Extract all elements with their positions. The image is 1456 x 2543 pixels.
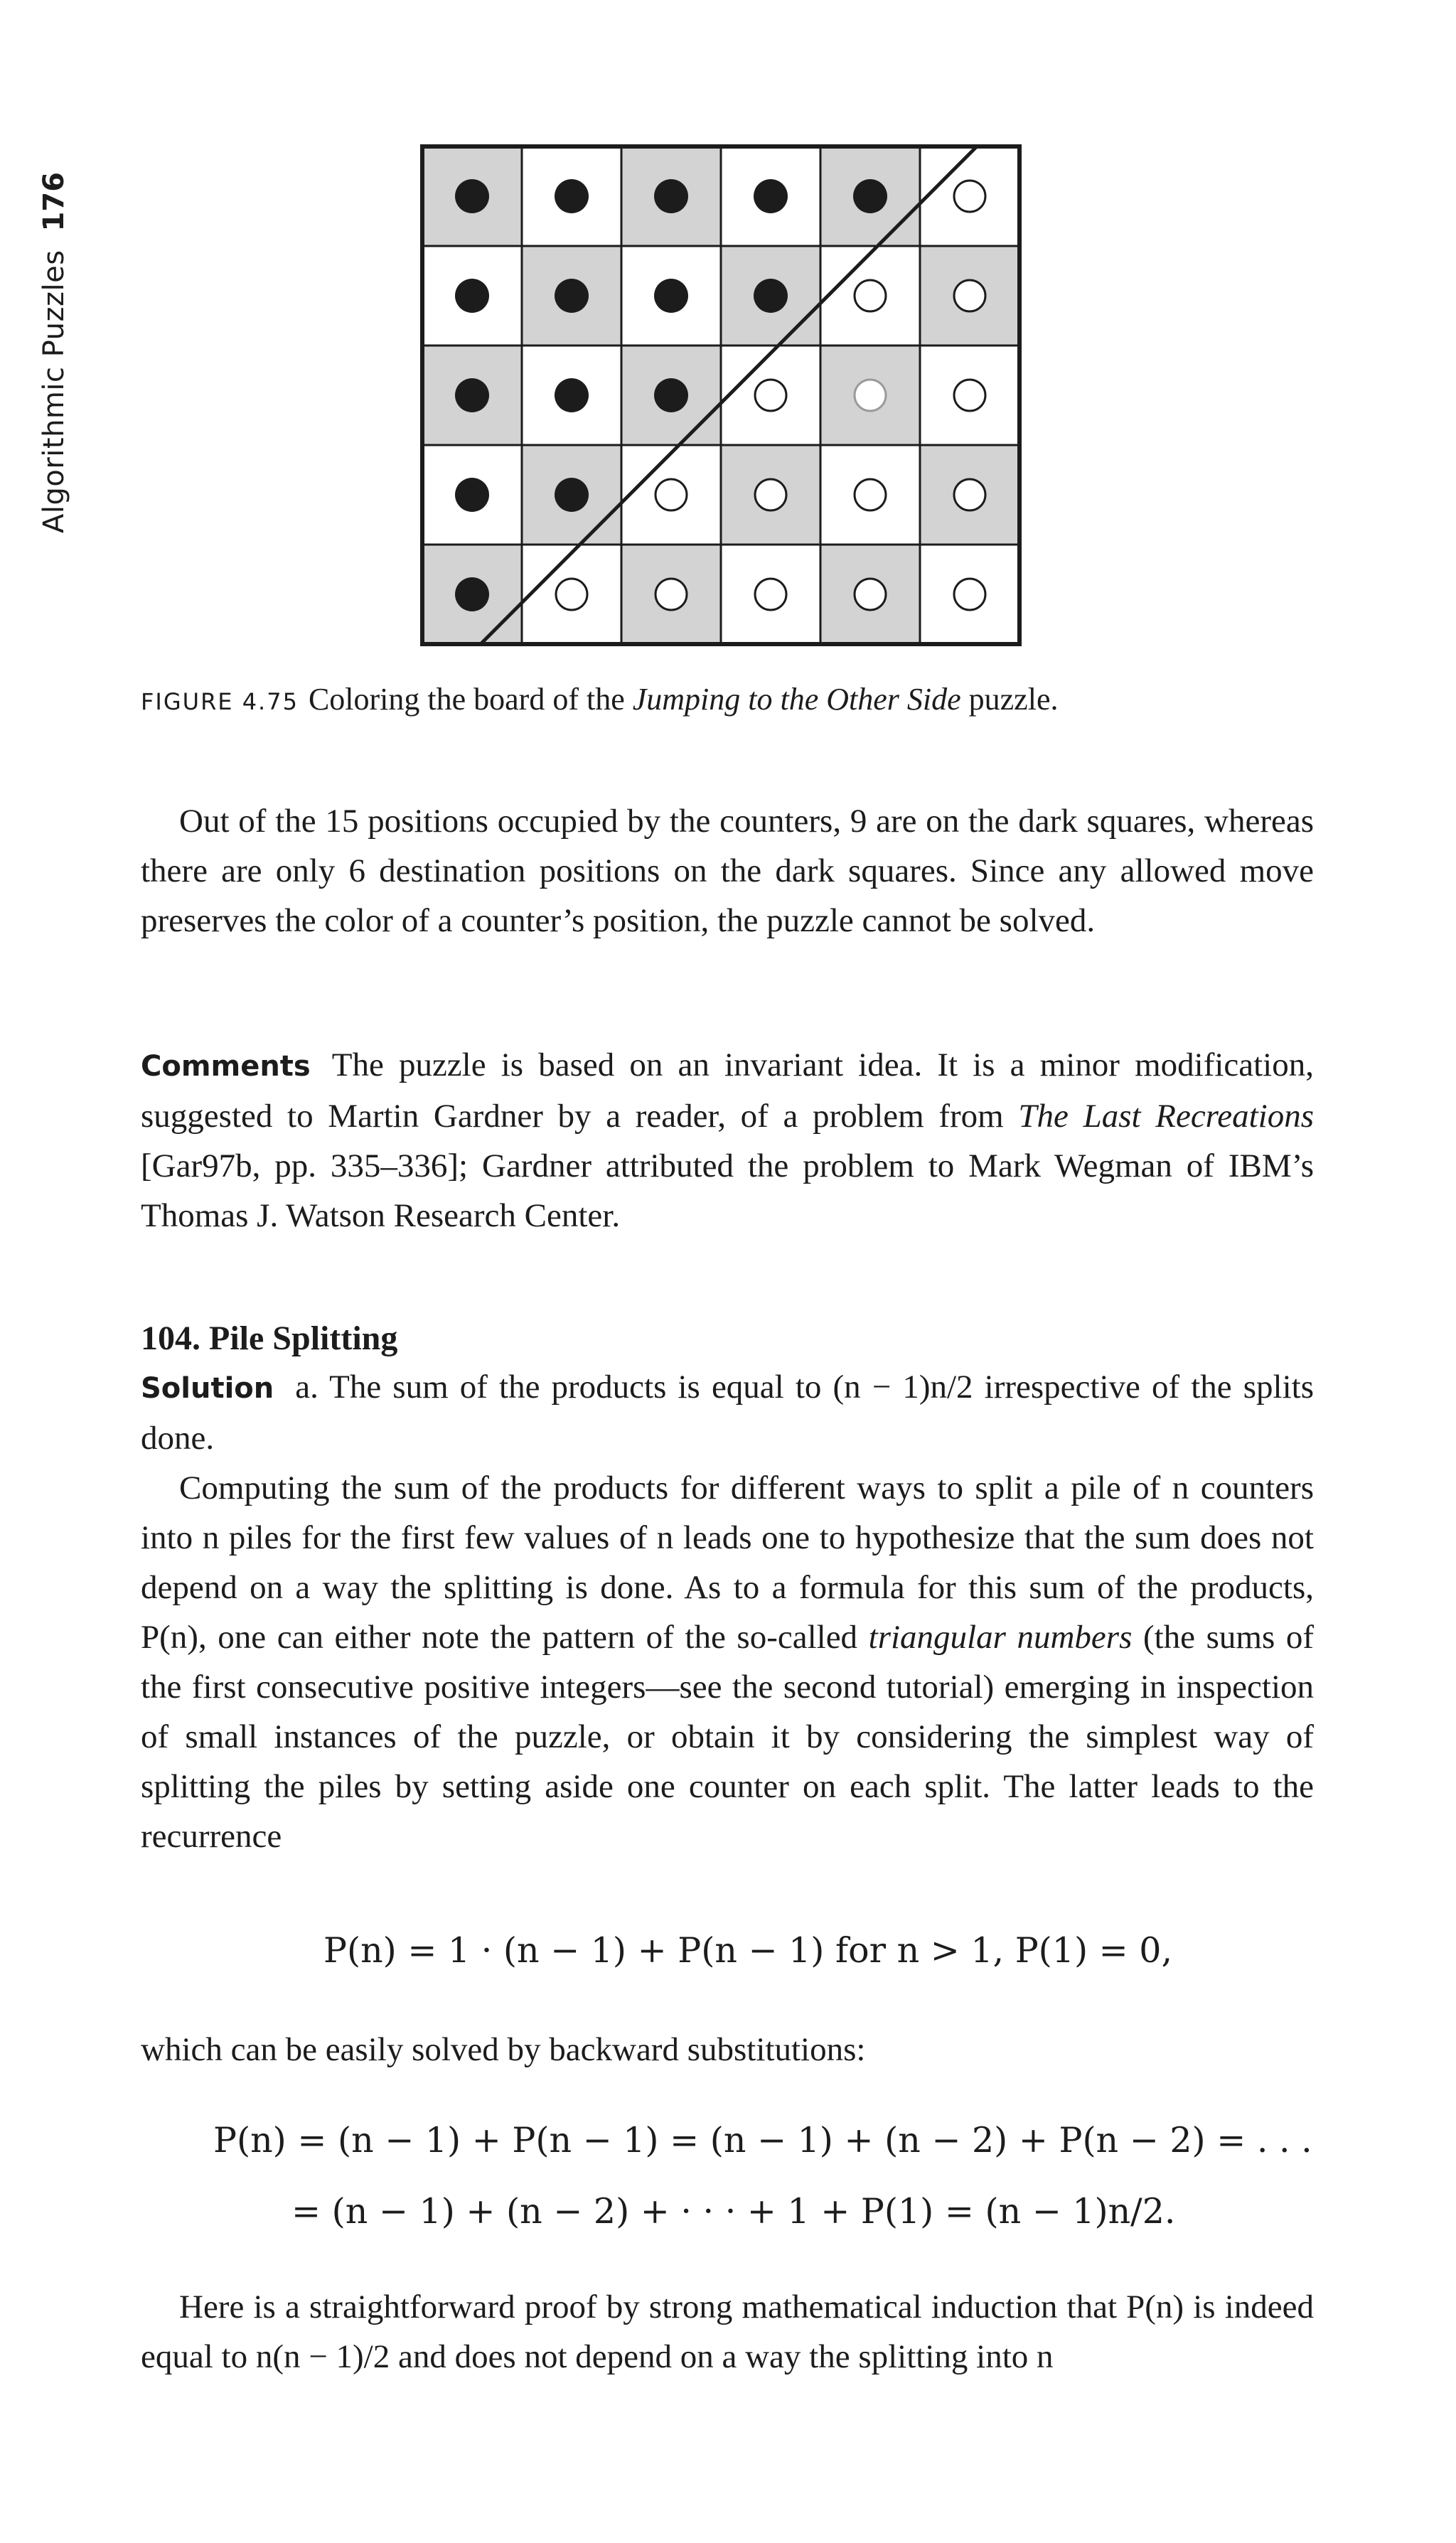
white-counter — [655, 579, 687, 610]
page-number: 176 — [38, 171, 70, 232]
caption-puzzle-title: Jumping to the Other Side — [632, 682, 961, 717]
solution-paragraph-1 — [141, 1362, 1314, 1463]
white-counter — [954, 579, 985, 610]
solution-block — [141, 1362, 1314, 1861]
white-counter — [755, 579, 786, 610]
equation-substitution-line-2: = (n − 1) + (n − 2) + · · · + 1 + P(1) = (n − 1)n/2. — [291, 2191, 1176, 2232]
equation-substitution-line-1: P(n) = (n − 1) + P(n − 1) = (n − 1) + (n − 2) + P(n − 2) = . . . — [213, 2120, 1312, 2161]
paragraph-backward — [141, 2025, 1314, 2074]
white-counter — [855, 479, 886, 510]
black-counter — [455, 478, 489, 512]
comments-block — [141, 1040, 1314, 1241]
white-counter — [556, 579, 587, 610]
black-counter — [555, 179, 589, 213]
black-counter — [754, 179, 788, 213]
black-counter — [853, 179, 887, 213]
comments-text-1: The puzzle is based on an invariant idea. It is a minor modification, suggested to Martin Gardner by a reader, of a problem from — [141, 1046, 1314, 1135]
paragraph-1: Out of the 15 positions occupied by the counters, 9 are on the dark squares, whereas there are only 6 destination positions on the dark squares. Since any allowed move preserves the color of a counter’s position, the puzzle cannot be solved. — [141, 803, 1314, 939]
black-counter — [455, 577, 489, 611]
white-counter — [855, 280, 886, 311]
black-counter — [654, 279, 688, 313]
comments-book-title: The Last Recreations — [1018, 1098, 1314, 1135]
equation-recurrence: P(n) = 1 · (n − 1) + P(n − 1) for n > 1, P(1) = 0, — [323, 1930, 1173, 1971]
black-counter — [455, 179, 489, 213]
comments-text-2: [Gar97b, pp. 335–336]; Gardner attributed the problem to Mark Wegman of IBM’s Thomas J. Watson Research Center. — [141, 1147, 1314, 1234]
white-counter — [954, 181, 985, 212]
black-counter — [455, 378, 489, 412]
running-head-title: Algorithmic Puzzles — [38, 250, 70, 533]
black-counter — [555, 478, 589, 512]
white-counter — [755, 479, 786, 510]
paragraph-induction — [141, 2282, 1314, 2382]
solution-label: Solution — [141, 1372, 274, 1405]
white-counter — [655, 479, 687, 510]
figure-caption — [141, 681, 1058, 717]
solution-para2-a: Computing the sum of the products for different ways to split a pile of n counters into n piles for the first few values of n leads one to hypothesize that the sum does not depend on a way the splitting is done. As to a formula for this sum of the products, P(n), one can either note the pattern of the so-called — [141, 1469, 1314, 1656]
white-counter — [755, 380, 786, 411]
caption-text-post: puzzle. — [960, 682, 1059, 717]
black-counter — [654, 179, 688, 213]
black-counter — [555, 378, 589, 412]
solution-para2-italic: triangular numbers — [868, 1619, 1133, 1656]
solution-paragraph-3: which can be easily solved by backward substitutions: — [141, 2031, 866, 2068]
white-counter — [954, 280, 985, 311]
figure-label: FIGURE 4.75 — [141, 688, 299, 715]
caption-text-pre: Coloring the board of the — [308, 682, 633, 717]
solution-paragraph-4: Here is a straightforward proof by strong mathematical induction that P(n) is indeed equal to n(n − 1)/2 and does not depend on a way the splitting into n — [141, 2288, 1314, 2375]
solution-paragraph-2 — [141, 1463, 1314, 1861]
board-diagram — [418, 142, 1027, 651]
white-counter — [954, 380, 985, 411]
white-counter — [954, 479, 985, 510]
black-counter — [555, 279, 589, 313]
board-figure — [418, 142, 1027, 651]
solution-para2-b: (the sums of the first consecutive positive integers—see the second tutorial) emerging in inspection of small instances of the puzzle, or obtain it by considering the simplest way of splitting the piles by setting aside one counter on each split. The latter leads to the recurrence — [141, 1619, 1314, 1855]
comments-paragraph — [141, 1040, 1314, 1241]
solution-text-1: a. The sum of the products is equal to (n − 1)n/2 irrespective of the splits done. — [141, 1369, 1314, 1457]
black-counter — [654, 378, 688, 412]
white-counter — [855, 579, 886, 610]
comments-label: Comments — [141, 1050, 311, 1083]
paragraph-counters — [141, 796, 1314, 946]
white-counter — [855, 380, 886, 411]
black-counter — [455, 279, 489, 313]
black-counter — [754, 279, 788, 313]
section-title: 104. Pile Splitting — [141, 1319, 398, 1357]
